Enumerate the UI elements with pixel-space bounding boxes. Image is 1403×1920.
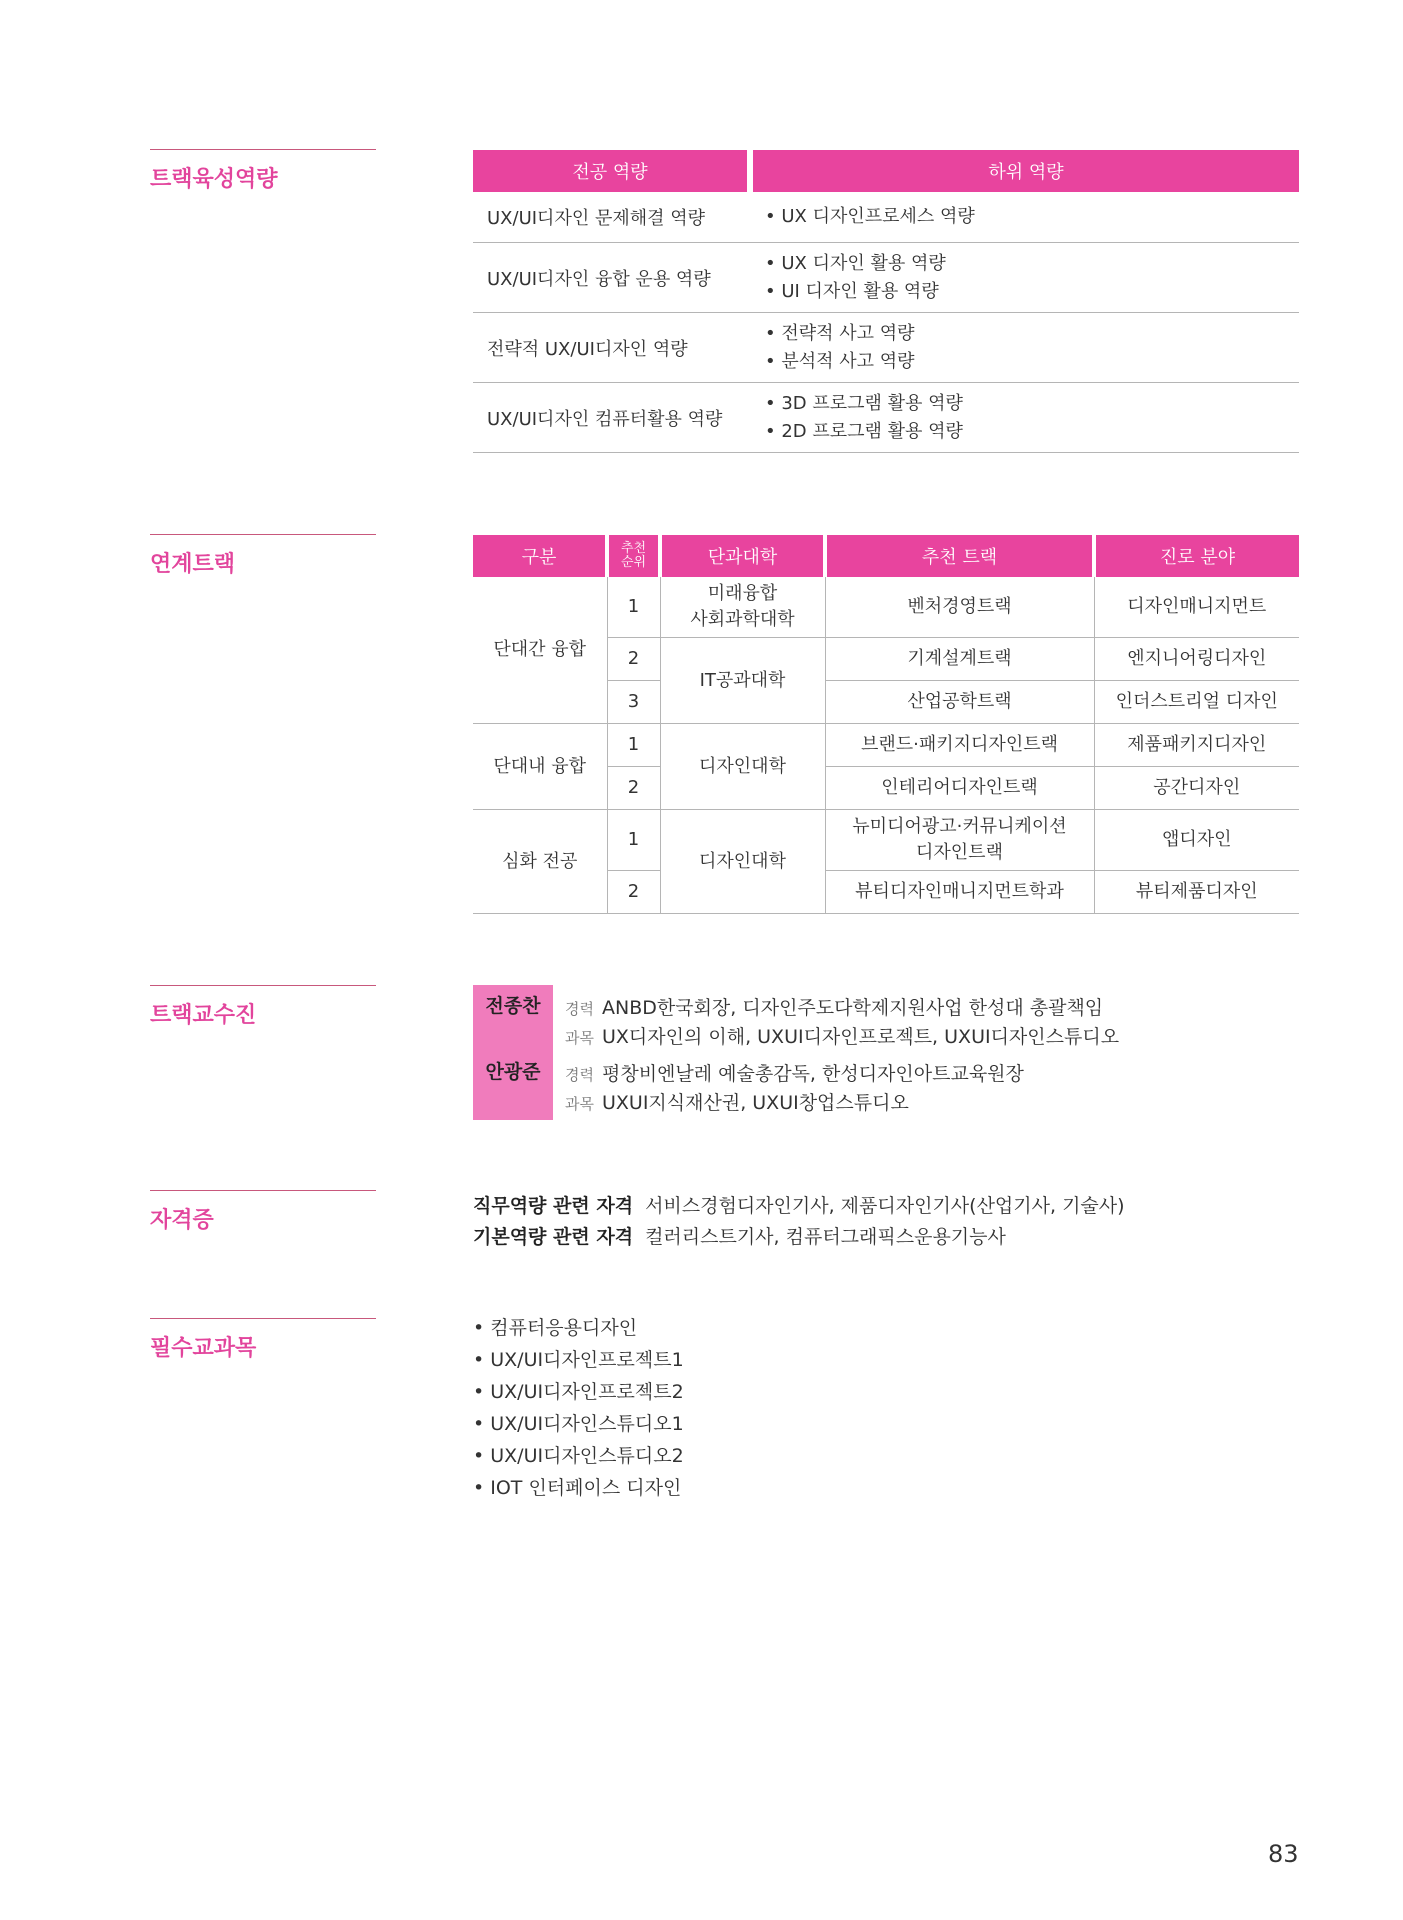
- header-career: 진로 분야: [1094, 535, 1299, 577]
- list-item: • UX/UI디자인프로젝트1: [473, 1344, 684, 1376]
- header-sub-competency: 하위 역량: [753, 150, 1299, 192]
- header-major-competency: 전공 역량: [473, 150, 747, 192]
- career-cell: 인더스트리얼 디자인: [1094, 681, 1299, 724]
- professor-career: 경력 평창비엔날레 예술총감독, 한성디자인아트교육원장: [565, 1063, 1024, 1085]
- college-cell: 미래융합 사회과학대학: [660, 577, 825, 638]
- track-cell: 뉴미디어광고·커뮤니케이션 디자인트랙: [825, 810, 1094, 871]
- competency-table: [473, 150, 1299, 453]
- table-row: [473, 724, 1299, 767]
- section-title-linked-track: 연계트랙: [150, 534, 376, 578]
- rank-cell: 2: [607, 871, 660, 914]
- table-row: [473, 810, 1299, 871]
- professor-career: 경력 ANBD한국회장, 디자인주도다학제지원사업 한성대 총괄책임: [565, 997, 1104, 1019]
- college-cell: IT공과대학: [660, 638, 825, 724]
- college-cell: 디자인대학: [660, 810, 825, 914]
- section-title-required-courses: 필수교과목: [150, 1318, 376, 1362]
- major-competency: UX/UI디자인 융합 운용 역량: [473, 243, 747, 313]
- list-item: • IOT 인터페이스 디자인: [473, 1472, 684, 1504]
- rank-cell: 3: [607, 681, 660, 724]
- professor-name: 전종찬: [485, 995, 541, 1017]
- sub-competency: • 3D 프로그램 활용 역량 • 2D 프로그램 활용 역량: [753, 383, 1299, 453]
- track-cell: 산업공학트랙: [825, 681, 1094, 724]
- rank-cell: 1: [607, 577, 660, 638]
- major-competency: UX/UI디자인 컴퓨터활용 역량: [473, 383, 747, 453]
- table-row: [473, 313, 1299, 383]
- header-college: 단과대학: [660, 535, 825, 577]
- header-track: 추천 트랙: [825, 535, 1094, 577]
- college-cell: 디자인대학: [660, 724, 825, 810]
- linked-track-table: [473, 535, 1299, 914]
- required-course-list: [473, 1312, 684, 1504]
- list-item: • UX/UI디자인스튜디오2: [473, 1440, 684, 1472]
- list-item: • 컴퓨터응용디자인: [473, 1312, 684, 1344]
- section-title-faculty: 트랙교수진: [150, 985, 376, 1029]
- section-title-certificates: 자격증: [150, 1190, 376, 1234]
- professor-courses: 과목 UX디자인의 이해, UXUI디자인프로젝트, UXUI디자인스튜디오: [565, 1026, 1120, 1048]
- major-competency: 전략적 UX/UI디자인 역량: [473, 313, 747, 383]
- certificate-line: 기본역량 관련 자격 컬러리스트기사, 컴퓨터그래픽스운용기능사: [473, 1226, 1006, 1248]
- faculty-block: [473, 985, 1173, 1120]
- table-row: [473, 243, 1299, 313]
- table-row: [473, 192, 1299, 243]
- sub-competency: • UX 디자인 활용 역량 • UI 디자인 활용 역량: [753, 243, 1299, 313]
- career-cell: 제품패키지디자인: [1094, 724, 1299, 767]
- career-cell: 공간디자인: [1094, 767, 1299, 810]
- track-cell: 기계설계트랙: [825, 638, 1094, 681]
- header-rank: 추천 순위: [607, 535, 660, 577]
- section-title-competency: 트랙육성역량: [150, 149, 376, 193]
- rank-cell: 2: [607, 638, 660, 681]
- professor-name: 안광준: [485, 1061, 541, 1083]
- rank-cell: 1: [607, 810, 660, 871]
- group-type: 단대내 융합: [473, 724, 607, 810]
- rank-cell: 1: [607, 724, 660, 767]
- group-type: 단대간 융합: [473, 577, 607, 724]
- track-cell: 브랜드·패키지디자인트랙: [825, 724, 1094, 767]
- page-number: 83: [1268, 1840, 1299, 1868]
- sub-competency: • UX 디자인프로세스 역량: [753, 192, 1299, 243]
- rank-cell: 2: [607, 767, 660, 810]
- professor-courses: 과목 UXUI지식재산권, UXUI창업스튜디오: [565, 1092, 909, 1114]
- list-item: • UX/UI디자인프로젝트2: [473, 1376, 684, 1408]
- header-type: 구분: [473, 535, 607, 577]
- career-cell: 뷰티제품디자인: [1094, 871, 1299, 914]
- career-cell: 앱디자인: [1094, 810, 1299, 871]
- major-competency: UX/UI디자인 문제해결 역량: [473, 192, 747, 243]
- certificate-line: 직무역량 관련 자격 서비스경험디자인기사, 제품디자인기사(산업기사, 기술사): [473, 1195, 1125, 1217]
- track-cell: 뷰티디자인매니지먼트학과: [825, 871, 1094, 914]
- track-cell: 벤처경영트랙: [825, 577, 1094, 638]
- group-type: 심화 전공: [473, 810, 607, 914]
- career-cell: 엔지니어링디자인: [1094, 638, 1299, 681]
- career-cell: 디자인매니지먼트: [1094, 577, 1299, 638]
- table-row: [473, 577, 1299, 638]
- track-cell: 인테리어디자인트랙: [825, 767, 1094, 810]
- sub-competency: • 전략적 사고 역량 • 분석적 사고 역량: [753, 313, 1299, 383]
- list-item: • UX/UI디자인스튜디오1: [473, 1408, 684, 1440]
- table-row: [473, 383, 1299, 453]
